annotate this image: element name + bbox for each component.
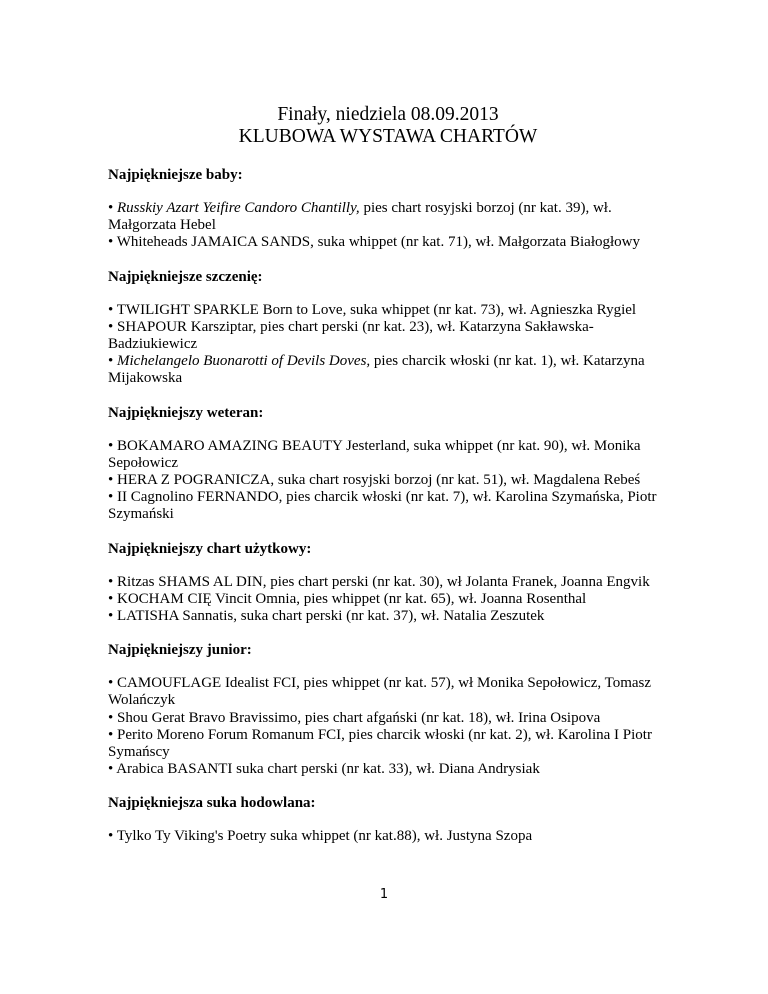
list-item [108,353,668,387]
list-item [108,200,668,234]
bullet-icon: • [108,437,114,454]
section-heading: Najpiękniejszy weteran: [108,404,264,421]
list-item [108,574,668,591]
entry-list [108,438,668,524]
list-item [108,675,668,709]
entry-list [108,574,668,626]
entry-text: II Cagnolino FERNANDO, pies charcik włoski (nr kat. 7), wł. Karolina Szymańska, Piotr Szymański [108,489,657,523]
bullet-icon: • [108,828,114,845]
entry-text: Ritzas SHAMS AL DIN, pies chart perski (nr kat. 30), wł Jolanta Franek, Joanna Engvik [117,573,650,590]
bullet-icon: • [108,761,114,778]
bullet-icon: • [108,472,114,489]
entry-text: pies charcik włoski (nr kat. 1), wł. Katarzyna Mijakowska [108,353,645,387]
entry-text: TWILIGHT SPARKLE Born to Love, suka whippet (nr kat. 73), wł. Agnieszka Rygiel [116,301,637,318]
list-item [108,489,668,523]
dog-name-italic: Michelangelo Buonarotti of Devils Doves, [117,353,371,370]
bullet-icon: • [108,489,114,506]
list-item [108,472,668,489]
document-title-line-2: KLUBOWA WYSTAWA CHARTÓW [238,126,538,147]
bullet-icon: • [108,301,114,318]
entry-list [108,200,668,252]
entry-list [108,828,668,845]
list-item [108,234,668,251]
entry-list [108,675,668,778]
list-item [108,828,668,845]
bullet-icon: • [108,590,114,607]
bullet-icon: • [108,318,114,335]
page-number: 1 [379,887,389,902]
bullet-icon: • [108,353,114,370]
entry-text: LATISHA Sannatis, suka chart perski (nr kat. 37), wł. Natalia Zeszutek [117,608,545,625]
entry-text: BOKAMARO AMAZING BEAUTY Jesterland, suka whippet (nr kat. 90), wł. Monika Sepołowicz [108,437,641,471]
section-heading: Najpiękniejsze szczenię: [108,268,263,285]
bullet-icon: • [108,234,114,251]
entry-text: HERA Z POGRANICZA, suka chart rosyjski borzoj (nr kat. 51), wł. Magdalena Rebeś [117,472,641,489]
list-item [108,591,668,608]
bullet-icon: • [108,726,114,743]
entry-text: KOCHAM CIĘ Vincit Omnia, pies whippet (nr kat. 65), wł. Joanna Rosenthal [117,590,587,607]
document-page [108,104,668,862]
list-item [108,710,668,727]
document-title-line-1: Finały, niedziela 08.09.2013 [277,104,499,125]
title-block [108,104,668,148]
entry-text: CAMOUFLAGE Idealist FCI, pies whippet (nr kat. 57), wł Monika Sepołowicz, Tomasz Wolańczyk [108,675,652,709]
section-heading: Najpiękniejsze baby: [108,167,243,183]
list-item [108,727,668,761]
results-sections [108,166,668,846]
bullet-icon: • [108,573,114,590]
entry-text: Perito Moreno Forum Romanum FCI, pies charcik włoski (nr kat. 2), wł. Karolina I Piotr Symańscy [108,726,652,761]
list-item [108,319,668,353]
entry-text: Whiteheads JAMAICA SANDS, suka whippet (nr kat. 71), wł. Małgorzata Białogłowy [116,234,641,251]
bullet-icon: • [108,608,114,625]
entry-text: Arabica BASANTI suka chart perski (nr kat. 33), wł. Diana Andrysiak [116,761,540,778]
section-heading: Najpiękniejsza suka hodowlana: [108,795,316,812]
list-item [108,438,668,472]
entry-text: SHAPOUR Karsziptar, pies chart perski (nr kat. 23), wł. Katarzyna Sakławska-Badziukiewicz [108,318,594,353]
bullet-icon: • [108,200,114,216]
dog-name-italic: Russkiy Azart Yeifire Candoro Chantilly, [117,200,360,216]
entry-text: pies chart rosyjski borzoj (nr kat. 39), wł. Małgorzata Hebel [108,200,612,234]
section-heading: Najpiękniejszy junior: [108,642,252,659]
bullet-icon: • [108,675,114,692]
bullet-icon: • [108,709,114,726]
list-item [108,302,668,319]
entry-list [108,302,668,388]
list-item [108,761,668,778]
entry-text: Shou Gerat Bravo Bravissimo, pies chart afgański (nr kat. 18), wł. Irina Osipova [117,709,601,726]
entry-text: Tylko Ty Viking's Poetry suka whippet (nr kat.88), wł. Justyna Szopa [116,828,533,845]
section-heading: Najpiękniejszy chart użytkowy: [108,540,312,557]
list-item [108,608,668,625]
